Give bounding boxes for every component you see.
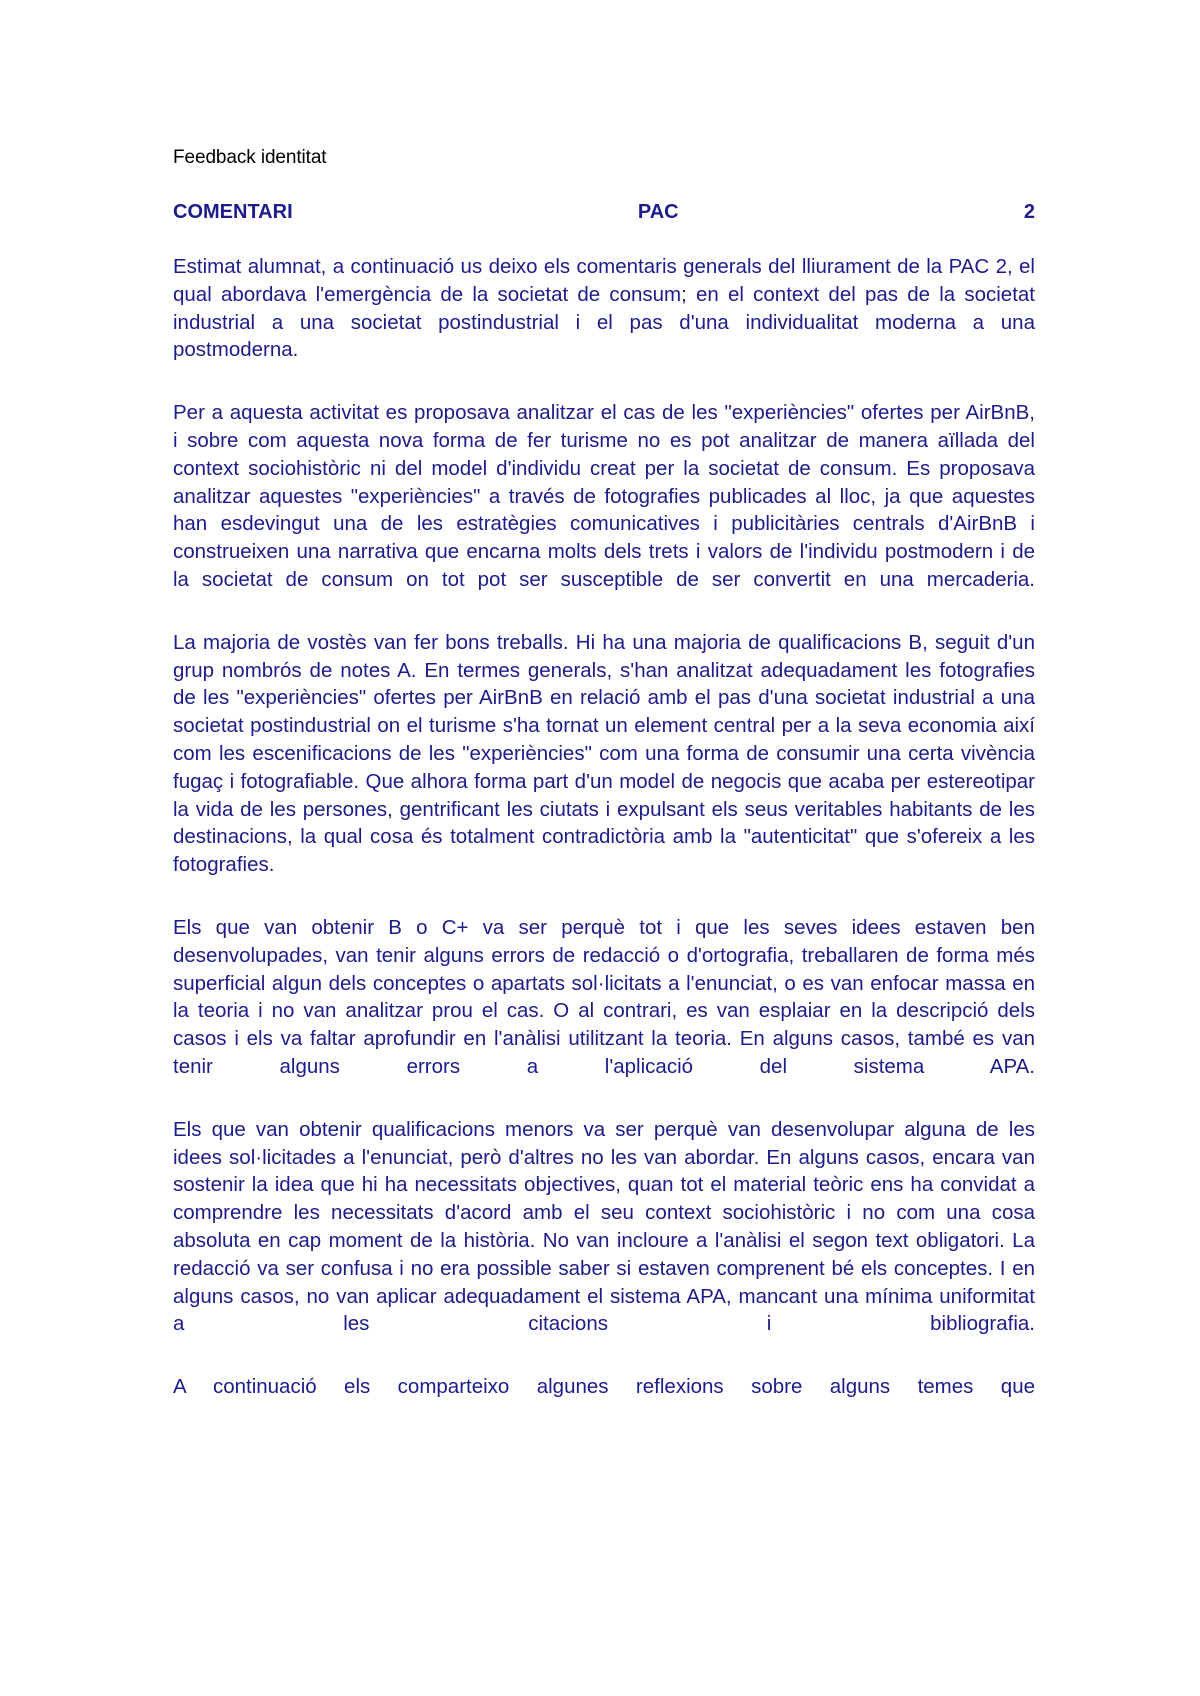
title-word-pac: PAC (637, 201, 679, 223)
document-content (173, 146, 1035, 1401)
paragraph-b-c-grades: Els que van obtenir B o C+ va ser perquè tot i que les seves idees estaven ben desenvolupades, van tenir alguns errors de redacció o d'ortografia, treballaren de forma més superficial algun dels conceptes o apartats sol·licitats a l'enunciat, o es van enfocar massa en la teoria i no van analitzar prou el cas. O al contrari, es van esplaiar en la descripció dels casos i els va faltar aprofundir en l'anàlisi utilitzant la teoria. En alguns casos, també es van tenir alguns errors a l'aplicació del sistema APA. (173, 915, 1035, 1078)
paragraph-majority: La majoria de vostès van fer bons treballs. Hi ha una majoria de qualificacions B, seguit d'un grup nombrós de notes A. En termes generals, s'han analitzat adequadament les fotografies de les "experiències" ofertes per AirBnB en relació amb el pas d'una societat industrial a una societat postindustrial on el turisme s'ha tornat un element central per a la seva economia així com les escenificacions de les "experiències" com una forma de consumir una certa vivència fugaç i fotografiable. Que alhora forma part d'un model de negocis que acaba per estereotipar la vida de les persones, gentrificant les ciutats i expulsant els seus veritables habitants de les destinacions, la qual cosa és totalment contradictòria amb la "autenticitat" que s'ofereix a les fotografies. (173, 630, 1035, 877)
paragraph-lower-grades: Els que van obtenir qualificacions menors va ser perquè van desenvolupar alguna de les idees sol·licitades a l'enunciat, però d'altres no les van abordar. En alguns casos, encara van sostenir la idea que hi ha necessitats objectives, quan tot el material teòric ens ha convidat a comprendre les necessitats d'acord amb el seu context sociohistòric i no com una cosa absoluta en cap moment de la història. No van incloure a l'anàlisi el segon text obligatori. La redacció va ser confusa i no era possible saber si estaven comprenent bé els conceptes. I en alguns casos, no van aplicar adequadament el sistema APA, mancant una mínima uniformitat a les citacions i bibliografia. (173, 1117, 1035, 1336)
paragraph-reflections: A continuació els comparteixo algunes reflexions sobre alguns temes que (173, 1375, 1035, 1399)
paragraph-activity: Per a aquesta activitat es proposava analitzar el cas de les "experiències" ofertes per AirBnB, i sobre com aquesta nova forma de fer turisme no es pot analitzar de manera aïllada del context sociohistòric ni del model d'individu creat per la societat de consum. Es proposava analitzar aquestes "experiències" a través de fotografies publicades al lloc, ja que aquestes han esdevingut una de les estratègies comunicatives i publicitàries centrals d'AirBnB i construeixen una narrativa que encarna molts dels trets i valors de l'individu postmodern i de la societat de consum on tot pot ser susceptible de ser convertit en una mercaderia. (173, 401, 1035, 591)
document-heading: Feedback identitat (173, 147, 327, 168)
document-title (173, 199, 1035, 225)
paragraph-intro: Estimat alumnat, a continuació us deixo els comentaris generals del lliurament de la PAC 2, el qual abordava l'emergència de la societat de consum; en el context del pas de la societat industrial a una societat postindustrial i el pas d'una individualitat moderna a una postmoderna. (173, 255, 1035, 362)
title-word-number: 2 (1023, 201, 1035, 223)
title-word-comentari: COMENTARI (173, 201, 293, 223)
